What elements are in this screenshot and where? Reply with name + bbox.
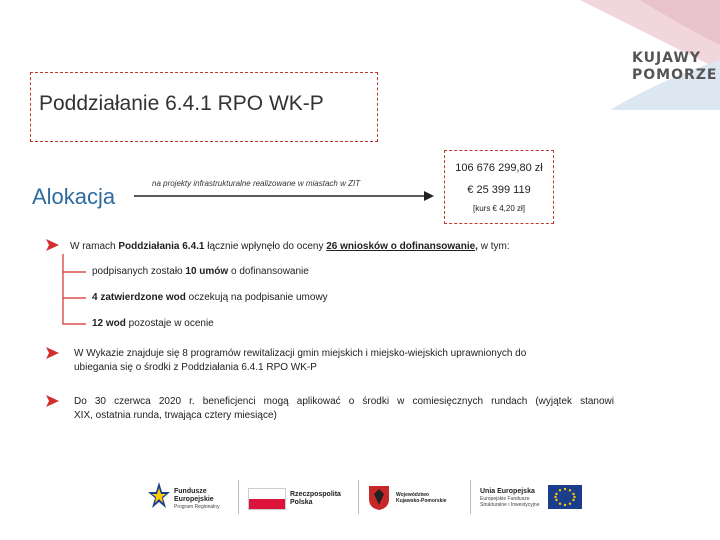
eu-logos-bar	[140, 476, 590, 518]
woj-logo-text: Województwo Kujawsko-Pomorskie	[396, 492, 447, 504]
exchange-rate: [kurs € 4,20 zł]	[472, 204, 526, 213]
ue-logo-text: Unia Europejska Europejskie Fundusze Strukturalne i Inwestycyjne	[480, 488, 540, 508]
page-title: Poddziałanie 6.4.1 RPO WK-P	[39, 92, 324, 115]
amount-eur: € 25 399 119	[467, 184, 531, 196]
bullet-applications: W ramach Poddziałania 6.4.1 łącznie wpłynęło do oceny 26 wniosków o dofinansowanie, w tym:	[70, 241, 510, 252]
fe-logo-text: Fundusze Europejskie Program Regionalny	[174, 488, 220, 510]
logo-separator	[470, 480, 471, 514]
voivodeship-crest-icon	[368, 485, 390, 511]
polish-flag	[248, 488, 286, 510]
bullet-arrow-icon	[46, 395, 59, 407]
alokacja-label: Alokacja	[32, 184, 116, 209]
bullet-arrow-icon	[46, 239, 59, 251]
amount-pln: 106 676 299,80 zł	[455, 162, 543, 174]
sub-item-in-review: 12 wod pozostaje w ocenie	[92, 318, 214, 329]
tree-connectors	[60, 254, 90, 328]
logo-separator	[358, 480, 359, 514]
sub-item-signed: podpisanych zostało 10 umów o dofinansowanie	[92, 266, 309, 277]
bullet-programs: W Wykazie znajduje się 8 programów rewitalizacji gmin miejskich i miejsko-wiejskich uprawnionych do ubiegania się o środki z Poddziałania 6.4.1 RPO WK-P	[74, 348, 527, 373]
arrow-label: na projekty infrastrukturalne realizowane w miastach w ZIT	[152, 179, 361, 188]
rp-logo-text: Rzeczpospolita Polska	[290, 491, 341, 506]
eu-flag-icon	[548, 485, 582, 509]
allocation-arrow	[134, 190, 434, 202]
logo-separator	[238, 480, 239, 514]
bullet-arrow-icon	[46, 347, 59, 359]
brand-line-2: POMORZE	[632, 67, 718, 83]
bullet-deadline: Do 30 czerwca 2020 r. beneficjenci mogą aplikować o środki w comiesięcznych rundach (wyjątek stanowi XIX, ostatnia runda, trwająca cztery miesiące)	[74, 396, 614, 421]
fe-star-icon	[148, 482, 170, 512]
kujawy-pomorze-logo	[632, 50, 718, 84]
brand-line-1: KUJAWY	[632, 50, 701, 66]
sub-item-approved: 4 zatwierdzone wod oczekują na podpisanie umowy	[92, 292, 328, 303]
